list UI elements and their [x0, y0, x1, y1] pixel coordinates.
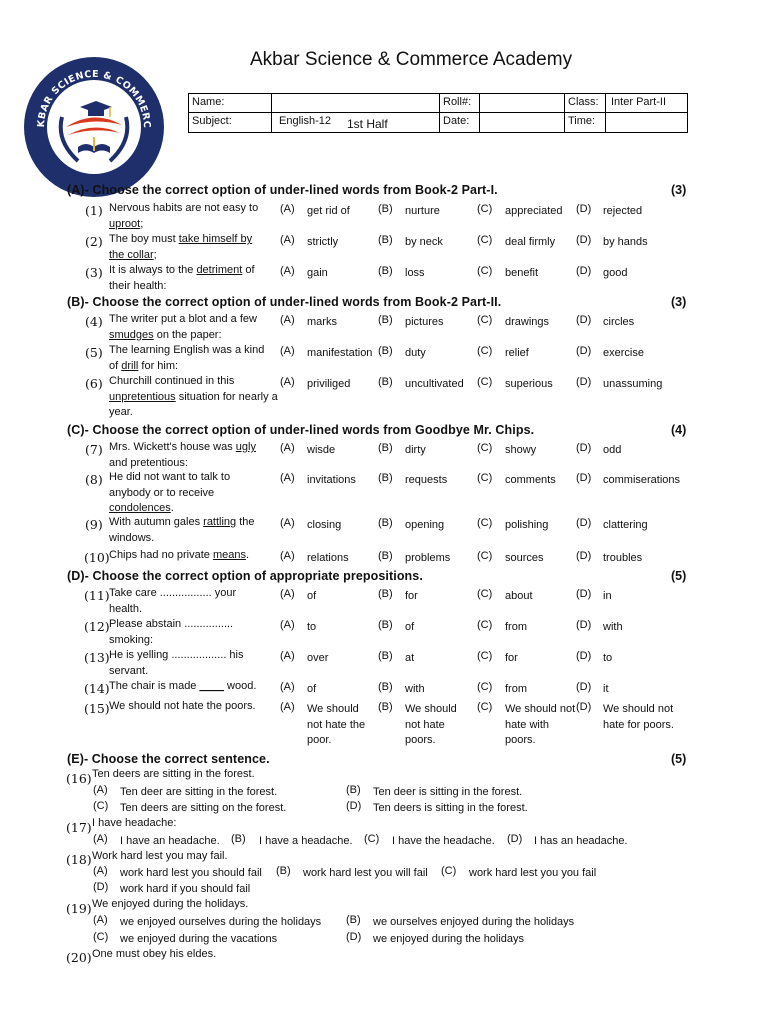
question-text: We enjoyed during the holidays.: [92, 898, 249, 910]
option-letter: (A): [280, 619, 295, 631]
option-text[interactable]: by neck: [405, 236, 443, 248]
question-text-part: Mrs. Wickett's house was: [109, 441, 236, 453]
question-number: (17): [66, 820, 92, 835]
question-number: (3): [85, 265, 103, 280]
option-text[interactable]: about: [505, 590, 533, 602]
section-heading: (C)- Choose the correct option of under-lined words from Goodbye Mr. Chips.: [67, 423, 535, 437]
option-text[interactable]: get rid of: [307, 205, 350, 217]
question-text-part: Nervous habits are not easy to: [109, 202, 259, 214]
question-text-part: ;: [140, 217, 144, 230]
option-text[interactable]: benefit: [505, 267, 539, 279]
option-text[interactable]: we ourselves enjoyed during the holidays: [373, 916, 575, 928]
question-text-part: for him:: [138, 359, 179, 372]
option-text[interactable]: relief: [505, 347, 529, 359]
option-text[interactable]: dirty: [405, 444, 426, 456]
question-text-part: He is yelling .................. his servant.: [109, 649, 244, 677]
section-marks: (3): [671, 295, 687, 309]
option-text[interactable]: I have a headache.: [259, 835, 353, 847]
option-letter: (B): [378, 203, 393, 215]
option-letter: (B): [378, 234, 393, 246]
question-number: (18): [66, 852, 92, 867]
option-text[interactable]: Ten deer is sitting in the forest.: [373, 786, 523, 798]
question-number: (10): [84, 550, 110, 565]
option-text[interactable]: wisde: [307, 444, 336, 456]
option-text[interactable]: from: [505, 683, 527, 695]
option-text[interactable]: I has an headache.: [534, 835, 628, 847]
academy-logo: [22, 55, 166, 199]
option-letter: (B): [378, 701, 393, 713]
question-number: (19): [66, 901, 92, 916]
question-text: [109, 440, 267, 471]
option-letter: (B): [378, 265, 393, 277]
option-letter: (C): [441, 865, 457, 877]
option-letter: (D): [576, 234, 592, 246]
option-text[interactable]: Ten deers are sitting on the forest.: [120, 802, 287, 814]
option-letter: (D): [576, 376, 592, 388]
question-text-part: Churchill continued in this: [109, 375, 235, 387]
option-letter: (B): [378, 472, 393, 484]
option-letter: (C): [477, 517, 493, 529]
option-letter: (D): [576, 588, 592, 600]
option-text[interactable]: comments: [505, 474, 556, 486]
option-letter: (B): [378, 376, 393, 388]
underlined-word: drill: [121, 359, 139, 372]
option-text[interactable]: with: [603, 621, 623, 633]
option-text[interactable]: sources: [505, 552, 544, 564]
underlined-word: ugly: [235, 441, 256, 453]
option-letter: (D): [576, 314, 592, 326]
option-letter: (A): [280, 442, 295, 454]
option-text[interactable]: drawings: [505, 316, 550, 328]
subject-value: English-12: [279, 115, 331, 127]
section-heading: (E)- Choose the correct sentence.: [67, 752, 270, 766]
option-text[interactable]: pictures: [405, 316, 444, 328]
option-letter: (A): [280, 550, 295, 562]
option-letter: (A): [93, 865, 108, 877]
date-label: Date:: [443, 115, 470, 127]
option-letter: (B): [378, 314, 393, 326]
option-text[interactable]: We should not hate with poors.: [505, 703, 576, 746]
question-number: (1): [85, 203, 103, 218]
option-text[interactable]: of: [405, 621, 415, 633]
option-text[interactable]: gain: [307, 267, 328, 279]
question-number: (16): [66, 771, 92, 786]
option-text[interactable]: Ten deers is sitting in the forest.: [373, 802, 528, 814]
underlined-word: unpretentious: [109, 390, 176, 403]
option-letter: (C): [477, 376, 493, 388]
option-letter: (C): [477, 681, 493, 693]
underlined-word: ____: [199, 680, 224, 692]
option-text[interactable]: for: [505, 652, 518, 664]
option-letter: (D): [576, 681, 592, 693]
option-text[interactable]: we enjoyed during the vacations: [120, 933, 278, 945]
option-text[interactable]: we enjoyed during the holidays: [373, 933, 525, 945]
option-letter: (A): [280, 517, 295, 529]
question-text-part: The writer put a blot and a few: [109, 313, 257, 325]
option-letter: (C): [93, 931, 109, 943]
question-text: [109, 586, 254, 617]
option-text[interactable]: unassuming: [603, 378, 663, 390]
option-letter: (C): [477, 234, 493, 246]
question-number: (7): [85, 442, 103, 457]
option-letter: (B): [231, 833, 246, 845]
option-text[interactable]: I have an headache.: [120, 835, 220, 847]
underlined-word: condolences: [109, 502, 171, 514]
option-letter: (B): [378, 550, 393, 562]
question-text: [109, 515, 269, 546]
question-number: (8): [85, 472, 103, 487]
question-number: (15): [84, 701, 110, 716]
question-text-part: the windows.: [109, 516, 255, 544]
question-text-part: situation for nearly a year.: [109, 390, 278, 418]
underlined-word: uproot: [109, 217, 141, 230]
option-text[interactable]: manifestation: [307, 347, 373, 359]
time-field[interactable]: [606, 113, 686, 131]
question-text: [109, 548, 259, 564]
option-text[interactable]: of: [307, 683, 317, 695]
option-letter: (D): [576, 517, 592, 529]
option-text[interactable]: clattering: [603, 519, 648, 531]
option-letter: (A): [93, 784, 108, 796]
question-text-part: It is always to the: [109, 264, 197, 276]
option-letter: (A): [280, 376, 295, 388]
option-text[interactable]: of: [307, 590, 317, 602]
option-text[interactable]: strictly: [307, 236, 339, 248]
time-label: Time:: [568, 115, 596, 127]
option-text[interactable]: it: [603, 683, 609, 695]
option-letter: (B): [346, 784, 361, 796]
question-text-part: Take care ................. your health.: [109, 587, 237, 615]
question-text: Work hard lest you may fail.: [92, 850, 228, 862]
option-text[interactable]: with: [405, 683, 425, 695]
question-number: (11): [84, 588, 110, 603]
question-text-part: and pretentious:: [109, 456, 188, 469]
underlined-word: smudges: [109, 328, 154, 341]
subject-label: Subject:: [192, 115, 232, 127]
option-letter: (C): [477, 442, 493, 454]
question-number: (13): [84, 650, 110, 665]
date-field[interactable]: [480, 113, 563, 131]
option-text[interactable]: rejected: [603, 205, 643, 217]
section-marks: (3): [671, 183, 687, 197]
option-text[interactable]: We should not hate for poors.: [603, 703, 674, 731]
option-text[interactable]: deal firmly: [505, 236, 556, 248]
option-text[interactable]: nurture: [405, 205, 440, 217]
question-text: [109, 374, 279, 421]
option-letter: (D): [576, 550, 592, 562]
option-letter: (B): [378, 442, 393, 454]
question-number: (14): [84, 681, 110, 696]
option-letter: (C): [477, 650, 493, 662]
option-letter: (C): [364, 833, 380, 845]
question-text: [109, 679, 269, 695]
option-letter: (A): [280, 314, 295, 326]
option-letter: (B): [378, 681, 393, 693]
option-text[interactable]: uncultivated: [405, 378, 464, 390]
option-text[interactable]: circles: [603, 316, 635, 328]
option-text[interactable]: good: [603, 267, 628, 279]
question-text: [109, 470, 239, 517]
option-text[interactable]: work hard lest you you fail: [469, 867, 597, 879]
option-letter: (C): [477, 550, 493, 562]
question-number: (5): [85, 345, 103, 360]
name-label: Name:: [192, 96, 225, 108]
underlined-word: detriment: [196, 264, 243, 276]
option-text[interactable]: problems: [405, 552, 451, 564]
question-text-part: The boy must: [109, 233, 179, 245]
question-text: [109, 312, 269, 343]
half-label: 1st Half: [347, 117, 388, 131]
question-text: [109, 343, 275, 374]
option-text[interactable]: polishing: [505, 519, 549, 531]
question-number: (2): [85, 234, 103, 249]
option-text[interactable]: duty: [405, 347, 426, 359]
option-letter: (B): [378, 650, 393, 662]
option-text[interactable]: I have the headache.: [392, 835, 495, 847]
question-text-part: on the paper:: [153, 328, 222, 341]
svg-text:ACADEMY: ACADEMY: [67, 154, 121, 172]
option-text[interactable]: work hard if you should fail: [120, 883, 251, 895]
class-value: Inter Part-II: [611, 96, 667, 108]
question-text-part: The chair is made: [109, 680, 200, 692]
section-marks: (5): [671, 752, 687, 766]
option-text[interactable]: appreciated: [505, 205, 563, 217]
option-text[interactable]: loss: [405, 267, 425, 279]
section-heading: (D)- Choose the correct option of appropriate prepositions.: [67, 569, 423, 583]
question-text-part: Please abstain ................ smoking:: [109, 618, 234, 646]
option-letter: (C): [477, 588, 493, 600]
question-text-part: of their health:: [109, 264, 255, 292]
option-letter: (B): [378, 588, 393, 600]
option-text[interactable]: priviliged: [307, 378, 351, 390]
question-text-part: .: [245, 549, 250, 561]
option-text[interactable]: relations: [307, 552, 349, 564]
academy-title: Akbar Science & Commerce Academy: [250, 49, 573, 70]
underlined-word: take himself by the collar: [109, 233, 253, 261]
option-letter: (B): [346, 914, 361, 926]
option-letter: (A): [280, 650, 295, 662]
option-text[interactable]: marks: [307, 316, 337, 328]
question-text: Ten deers are sitting in the forest.: [92, 768, 255, 780]
question-text: [109, 232, 259, 263]
class-label: Class:: [568, 96, 599, 108]
question-text: I have headache:: [92, 817, 177, 829]
option-letter: (D): [576, 650, 592, 662]
option-text[interactable]: closing: [307, 519, 342, 531]
option-text[interactable]: exercise: [603, 347, 644, 359]
question-number: (9): [85, 517, 103, 532]
option-letter: (D): [576, 345, 592, 357]
option-text[interactable]: commiserations: [603, 474, 681, 486]
option-letter: (D): [346, 800, 362, 812]
option-letter: (D): [576, 203, 592, 215]
option-text[interactable]: over: [307, 652, 329, 664]
underlined-word: means: [212, 549, 246, 561]
option-letter: (B): [378, 345, 393, 357]
option-letter: (A): [280, 701, 295, 713]
roll-field[interactable]: [480, 94, 563, 112]
question-number: (6): [85, 376, 103, 391]
option-text[interactable]: superious: [505, 378, 553, 390]
option-text[interactable]: from: [505, 621, 527, 633]
question-text-part: We should not hate the poors.: [109, 700, 256, 712]
option-text[interactable]: to: [603, 652, 613, 664]
underlined-word: rattling: [203, 516, 237, 528]
student-info-table: [188, 93, 688, 133]
name-field[interactable]: [272, 94, 438, 112]
option-letter: (C): [477, 314, 493, 326]
question-text-part: .: [170, 502, 174, 514]
question-text-part: Chips had no private: [109, 549, 213, 561]
question-text-part: He did not want to talk to anybody or to receive: [109, 471, 231, 499]
question-text-part: wood.: [223, 680, 257, 692]
option-text[interactable]: We should not hate poors.: [405, 703, 457, 746]
question-number: (12): [84, 619, 110, 634]
option-text[interactable]: by hands: [603, 236, 648, 248]
option-letter: (D): [507, 833, 523, 845]
option-text[interactable]: at: [405, 652, 415, 664]
option-letter: (C): [93, 800, 109, 812]
question-text: One must obey his eldes.: [92, 948, 217, 960]
option-letter: (C): [477, 619, 493, 631]
question-number: (20): [66, 950, 92, 965]
svg-text:AKBAR SCIENCE & COMMERCE: KBAR SCIENCE & COMMERC: [35, 68, 153, 129]
option-letter: (D): [576, 442, 592, 454]
option-text[interactable]: in: [603, 590, 612, 602]
option-text[interactable]: showy: [505, 444, 537, 456]
option-letter: (A): [280, 681, 295, 693]
option-letter: (C): [477, 345, 493, 357]
option-letter: (B): [378, 517, 393, 529]
option-letter: (C): [477, 701, 493, 713]
roll-label: Roll#:: [443, 96, 472, 108]
option-letter: (D): [93, 881, 109, 893]
section-heading: (B)- Choose the correct option of under-lined words from Book-2 Part-II.: [67, 295, 502, 309]
option-letter: (D): [346, 931, 362, 943]
option-letter: (A): [93, 833, 108, 845]
option-text[interactable]: for: [405, 590, 418, 602]
option-letter: (B): [378, 619, 393, 631]
question-text-part: With autumn gales: [109, 516, 204, 528]
option-letter: (A): [93, 914, 108, 926]
option-text[interactable]: opening: [405, 519, 445, 531]
option-letter: (A): [280, 265, 295, 277]
question-text: [109, 617, 249, 648]
option-text[interactable]: to: [307, 621, 317, 633]
option-text[interactable]: odd: [603, 444, 622, 456]
option-text[interactable]: Ten deer are sitting in the forest.: [120, 786, 278, 798]
question-text: [109, 699, 274, 715]
question-text: [109, 263, 261, 294]
question-text: [109, 201, 269, 232]
option-letter: (A): [280, 588, 295, 600]
option-letter: (C): [477, 265, 493, 277]
option-letter: (D): [576, 472, 592, 484]
question-text: [109, 648, 257, 679]
option-text[interactable]: work hard lest you should fail: [120, 867, 262, 879]
option-letter: (D): [576, 265, 592, 277]
option-text[interactable]: invitations: [307, 474, 356, 486]
question-text-part: The learning English was a kind of: [109, 344, 265, 372]
option-letter: (D): [576, 619, 592, 631]
section-marks: (5): [671, 569, 687, 583]
question-number: (4): [85, 314, 103, 329]
option-letter: (D): [576, 701, 592, 713]
section-marks: (4): [671, 423, 687, 437]
option-text[interactable]: work hard lest you will fail: [303, 867, 428, 879]
option-text[interactable]: troubles: [603, 552, 643, 564]
option-letter: (A): [280, 234, 295, 246]
option-letter: (C): [477, 472, 493, 484]
option-text[interactable]: we enjoyed ourselves during the holidays: [120, 916, 322, 928]
section-heading: (A)- Choose the correct option of under-lined words from Book-2 Part-I.: [67, 183, 498, 197]
option-letter: (A): [280, 472, 295, 484]
option-text[interactable]: We should not hate the poor.: [307, 703, 366, 746]
question-text-part: ;: [153, 248, 157, 261]
option-letter: (B): [276, 865, 291, 877]
option-letter: (A): [280, 203, 295, 215]
option-letter: (C): [477, 203, 493, 215]
option-letter: (A): [280, 345, 295, 357]
option-text[interactable]: requests: [405, 474, 448, 486]
